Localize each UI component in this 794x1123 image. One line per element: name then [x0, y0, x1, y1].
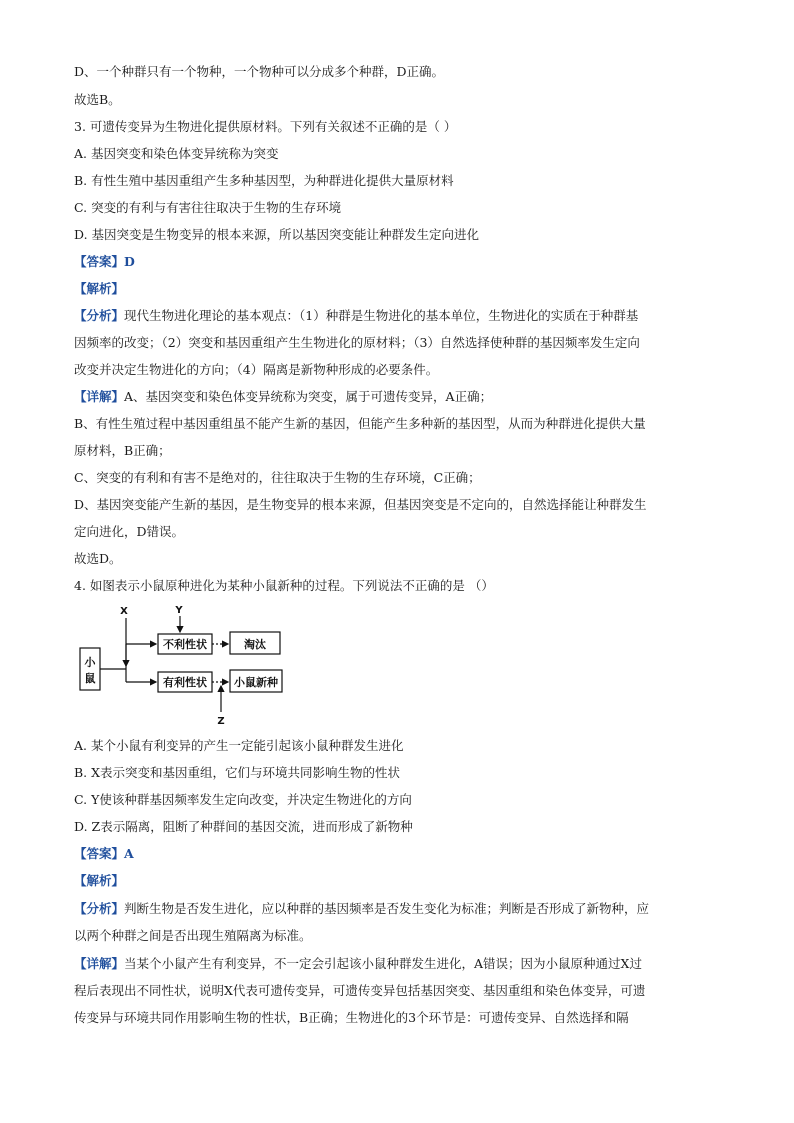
label-z: Z	[217, 716, 225, 727]
text-line: 因频率的改变；（2）突变和基因重组产生生物进化的原材料；（3）自然选择使种群的基因频率发生定向	[74, 335, 640, 350]
text-line: 【分析】判断生物是否发生进化，应以种群的基因频率是否发生变化为标准；判断是否形成了新物种，应	[74, 901, 650, 916]
option-a: A. 基因突变和染色体变异统称为突变	[74, 146, 279, 161]
option-c: C. 突变的有利与有害往往取决于生物的生存环境	[74, 200, 342, 215]
text-line: 【详解】当某个小鼠产生有利变异，不一定会引起该小鼠种群发生进化，A错误；因为小鼠原种通过X过	[74, 956, 642, 971]
evolution-diagram	[74, 600, 294, 730]
text-line: 定向进化，D错误。	[74, 524, 185, 539]
text-line: 故选B。	[74, 92, 121, 107]
option-c: C. Y使该种群基因频率发生定向改变，并决定生物进化的方向	[74, 792, 412, 807]
eliminated-label: 淘汰	[244, 638, 266, 651]
text-line: 传变异与环境共同作用影响生物的性状，B正确；生物进化的3个环节是：可遗传变异、自然选择和隔	[74, 1010, 629, 1025]
section-tag: 【详解】	[74, 389, 125, 404]
text-line: C、突变的有利和有害不是绝对的，往往取决于生物的生存环境，C正确；	[74, 470, 481, 485]
text-line: B、有性生殖过程中基因重组虽不能产生新的基因，但能产生多种新的基因型，从而为种群进化提供大量	[74, 416, 646, 431]
text-line: D、基因突变能产生新的基因，是生物变异的根本来源，但基因突变是不定向的，自然选择能让种群发生	[74, 497, 647, 512]
text-line: 改变并决定生物进化的方向；（4）隔离是新物种形成的必要条件。	[74, 362, 439, 377]
option-d: D. Z表示隔离，阻断了种群间的基因交流，进而形成了新物种	[74, 819, 413, 834]
new-species-label: 小鼠新种	[234, 676, 278, 689]
text-line: 【分析】现代生物进化理论的基本观点：（1）种群是生物进化的基本单位，生物进化的实质在于种群基	[74, 308, 639, 323]
analysis-label: 【解析】	[74, 873, 125, 888]
analysis-label: 【解析】	[74, 281, 125, 296]
option-b: B. X表示突变和基因重组，它们与环境共同影响生物的性状	[74, 765, 401, 780]
label-x: X	[120, 606, 128, 617]
section-tag: 【分析】	[74, 308, 125, 323]
mouse-origin-char-1: 小	[84, 656, 96, 669]
option-d: D. 基因突变是生物变异的根本来源，所以基因突变能让种群发生定向进化	[74, 227, 480, 242]
favorable-trait-label: 有利性状	[163, 676, 207, 689]
section-tag: 【详解】	[74, 956, 125, 971]
text-line: D、一个种群只有一个物种，一个物种可以分成多个种群，D正确。	[74, 64, 445, 79]
option-b: B. 有性生殖中基因重组产生多种基因型，为种群进化提供大量原材料	[74, 173, 454, 188]
text-line: 故选D。	[74, 551, 122, 566]
text-line: 【详解】A、基因突变和染色体变异统称为突变，属于可遗传变异，A正确；	[74, 389, 493, 404]
mouse-origin-char-2: 鼠	[84, 672, 96, 685]
label-y: Y	[175, 605, 183, 616]
section-tag: 【分析】	[74, 901, 125, 916]
question-3-stem: 3. 可遗传变异为生物进化提供原材料。下列有关叙述不正确的是（ ）	[74, 119, 457, 134]
text-line: 原材料，B正确；	[74, 443, 171, 458]
option-a: A. 某个小鼠有利变异的产生一定能引起该小鼠种群发生进化	[74, 738, 404, 753]
question-4-stem: 4. 如图表示小鼠原种进化为某种小鼠新种的过程。下列说法不正确的是 （）	[74, 578, 494, 593]
unfavorable-trait-label: 不利性状	[163, 638, 207, 651]
text-line: 程后表现出不同性状，说明X代表可遗传变异，可遗传变异包括基因突变、基因重组和染色体变异，可遗	[74, 983, 646, 998]
text-line: 以两个种群之间是否出现生殖隔离为标准。	[74, 928, 312, 943]
answer-label: 【答案】D	[74, 254, 135, 269]
answer-label: 【答案】A	[74, 846, 134, 861]
